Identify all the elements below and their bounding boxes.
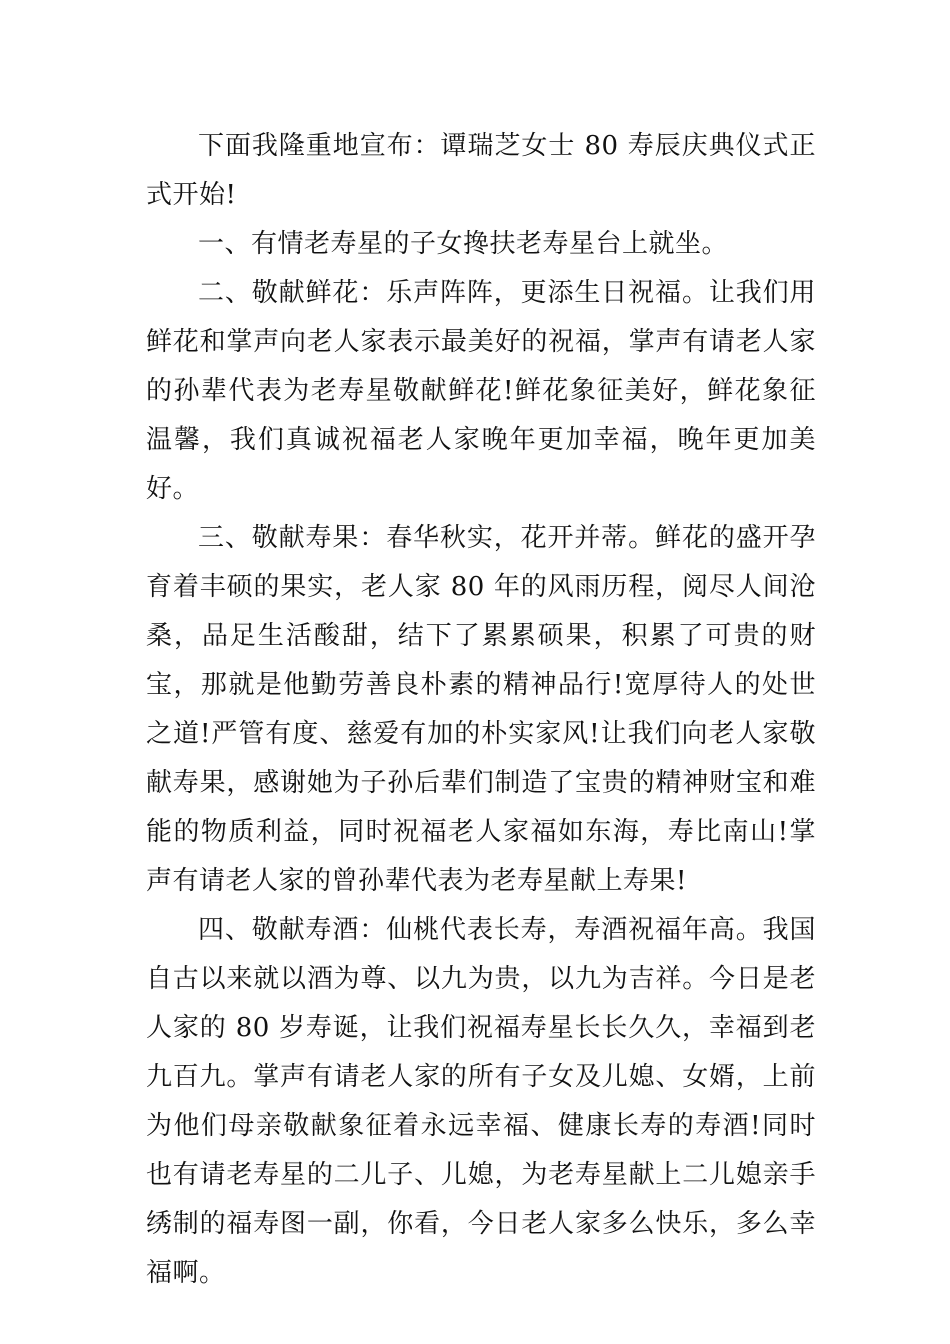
paragraph-step-two: 二、敬献鲜花：乐声阵阵，更添生日祝福。让我们用鲜花和掌声向老人家表示最美好的祝福，掌声有请老人家的孙辈代表为老寿星敬献鲜花!鲜花象征美好，鲜花象征温馨，我们真诚祝福老人家晚年更加幸福，晚年更加美好。 bbox=[146, 278, 816, 504]
paragraph-announcement: 下面我隆重地宣布：谭瑞芝女士 80 寿辰庆典仪式正式开始! bbox=[146, 131, 816, 210]
paragraph-step-four: 四、敬献寿酒：仙桃代表长寿，寿酒祝福年高。我国自古以来就以酒为尊、以九为贵，以九为吉祥。今日是老人家的 80 岁寿诞，让我们祝福寿星长长久久，幸福到老九百九。掌声有请老人家的所有子女及儿媳、女婿，上前为他们母亲敬献象征着永远幸福、健康长寿的寿酒!同时也有请老寿星的二儿子、儿媳，为老寿星献上二儿媳亲手绣制的福寿图一副，你看，今日老人家多么快乐，多么幸福啊。 bbox=[146, 915, 816, 1288]
document-body bbox=[146, 122, 816, 1298]
paragraph-step-one: 一、有情老寿星的子女搀扶老寿星台上就坐。 bbox=[198, 229, 729, 259]
paragraph-step-three: 三、敬献寿果：春华秋实，花开并蒂。鲜花的盛开孕育着丰硕的果实，老人家 80 年的风雨历程，阅尽人间沧桑，品足生活酸甜，结下了累累硕果，积累了可贵的财宝，那就是他勤劳善良朴素的精神品行!宽厚待人的处世之道!严管有度、慈爱有加的朴实家风!让我们向老人家敬献寿果，感谢她为子孙后辈们制造了宝贵的精神财宝和难能的物质利益，同时祝福老人家福如东海，寿比南山!掌声有请老人家的曾孙辈代表为老寿星献上寿果! bbox=[146, 523, 816, 896]
